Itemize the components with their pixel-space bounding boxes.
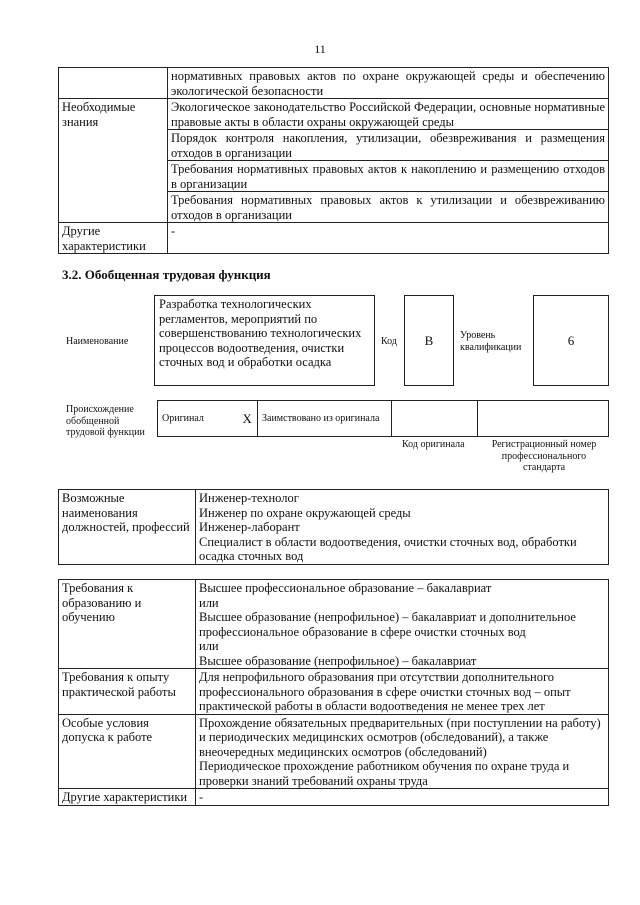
knowledge-item: Порядок контроля накопления, утилизации, обезвреживания и размещения отходов в организации: [168, 130, 609, 161]
knowledge-label: Необходимые знания: [59, 99, 168, 223]
other-characteristics-value: -: [196, 789, 609, 806]
original-mark: X: [238, 401, 258, 437]
table-row: [59, 490, 609, 565]
registration-number-cell: [478, 401, 609, 437]
list-item: Прохождение обязательных предварительных (при поступлении на работу) и периодических медицинских осмотров (обследований), а также внеочередных медицинских осмотров (обследований): [199, 715, 601, 759]
list-item: или: [199, 639, 219, 653]
origin-label: Происхождение обобщенной трудовой функции: [66, 404, 145, 438]
education-value: [196, 580, 609, 669]
origin-code-cell: [392, 401, 478, 437]
table-row: [59, 789, 609, 806]
knowledge-table: [58, 67, 609, 254]
list-item: Инженер-технолог: [199, 491, 299, 505]
experience-label: Требования к опыту практической работы: [59, 669, 196, 715]
table-row: [59, 99, 609, 130]
table-row: [59, 68, 609, 99]
registration-number-caption: Регистрационный номер профессионального стандарта: [491, 439, 597, 473]
special-conditions-value: [196, 714, 609, 789]
other-characteristics-label: Другие характеристики: [59, 223, 168, 254]
origin-code-caption: Код оригинала: [402, 439, 465, 450]
table-row: [158, 401, 609, 437]
table-cell: [59, 68, 168, 99]
name-label: Наименование: [66, 336, 129, 347]
requirements-table: [58, 579, 609, 806]
list-item: Инженер по охране окружающей среды: [199, 505, 411, 520]
experience-value: Для непрофильного образования при отсутствии дополнительного профессионального образования в сфере очистки сточных вод – опыт практической работы в области водоотведения не менее трех лет: [196, 669, 609, 715]
knowledge-continued-text: нормативных правовых актов по охране окружающей среды и обеспечению экологической безопасности: [168, 68, 609, 99]
borrowed-label: Заимствовано из оригинала: [258, 401, 392, 437]
other-characteristics-value: -: [168, 223, 609, 254]
list-item: Высшее образование (непрофильное) – бакалавриат и дополнительное профессиональное образование в сфере очистки сточных вод: [199, 610, 576, 639]
table-row: [59, 580, 609, 669]
original-label: Оригинал: [158, 401, 238, 437]
qualification-level-value: 6: [567, 333, 575, 348]
knowledge-item: Требования нормативных правовых актов к утилизации и обезвреживанию отходов в организации: [168, 192, 609, 223]
positions-label: Возможные наименования должностей, профессий: [59, 490, 196, 565]
page-number: 11: [314, 42, 326, 56]
education-label: Требования к образованию и обучению: [59, 580, 196, 669]
qualification-level-label: Уровень квалификации: [460, 330, 522, 353]
list-item: или: [199, 595, 219, 610]
table-row: [59, 714, 609, 789]
positions-table: [58, 489, 609, 565]
code-value: B: [424, 333, 434, 348]
code-label: Код: [381, 336, 397, 347]
special-conditions-label: Особые условия допуска к работе: [59, 714, 196, 789]
knowledge-item: Экологическое законодательство Российской Федерации, основные нормативные правовые акты в области охраны окружающей среды: [168, 99, 609, 130]
function-name-box: Разработка технологических регламентов, мероприятий по совершенствованию технологических процессов водоотведения, очистки сточных вод и обработки осадка: [154, 295, 375, 386]
list-item: Высшее профессиональное образование – бакалавриат: [199, 581, 492, 595]
list-item: Инженер-лаборант: [199, 520, 300, 534]
knowledge-item: Требования нормативных правовых актов к накоплению и размещению отходов в организации: [168, 161, 609, 192]
other-characteristics-label: Другие характеристики: [59, 789, 196, 806]
table-row: [59, 223, 609, 254]
list-item: Периодическое прохождение работником обучения по охране труда и проверки знаний требований охраны труда: [199, 759, 570, 788]
list-item: Специалист в области водоотведения, очистки сточных вод, обработки осадка сточных вод: [199, 534, 577, 563]
origin-table: [157, 400, 609, 437]
list-item: Высшее образование (непрофильное) – бакалавриат: [199, 653, 477, 668]
section-title: 3.2. Обобщенная трудовая функция: [62, 267, 271, 282]
table-row: [59, 669, 609, 715]
positions-list: [196, 490, 609, 565]
